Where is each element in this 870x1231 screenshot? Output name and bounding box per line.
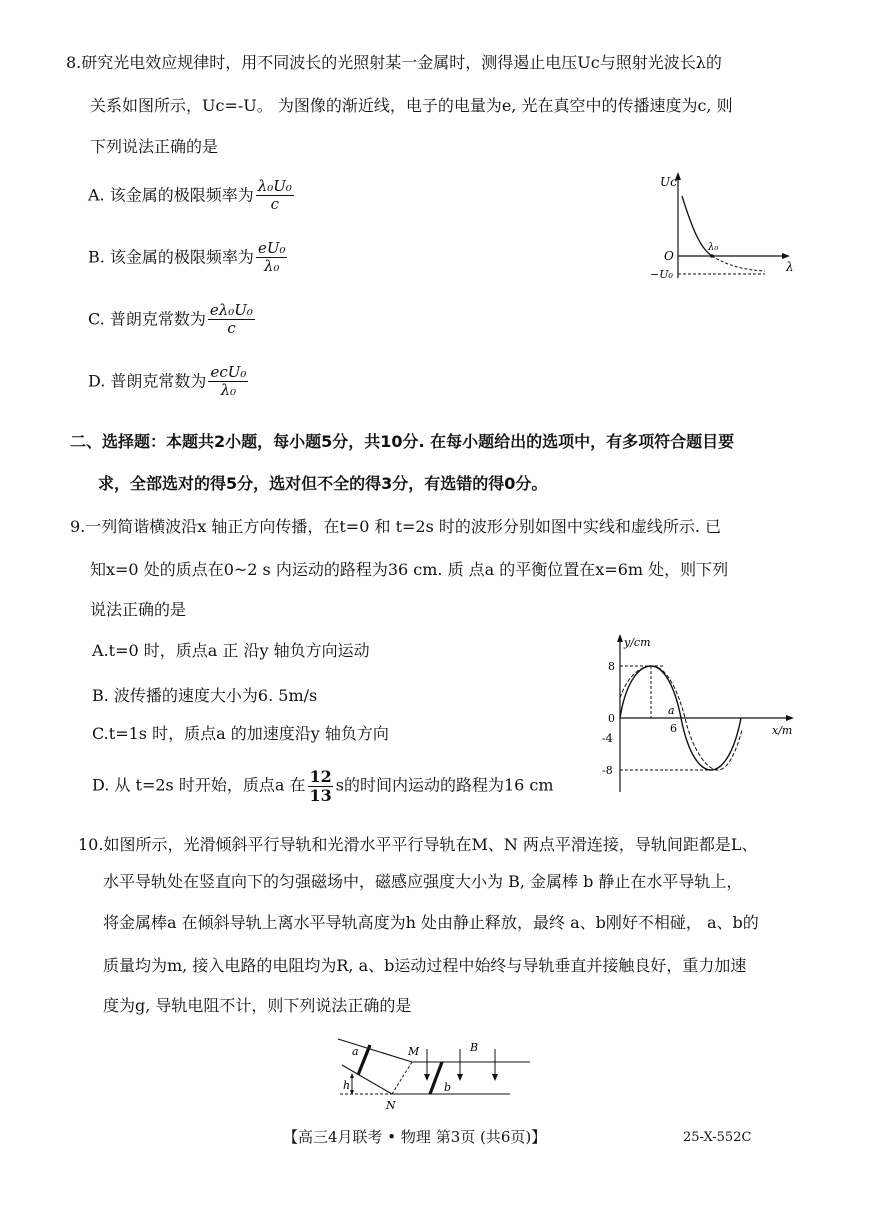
numerator: eλ₀U₀ (209, 301, 253, 319)
q9-yneg8: -8 (602, 764, 613, 777)
q8-xlabel: λ (786, 260, 794, 274)
q10-line2: 水平导轨处在竖直向下的匀强磁场中，磁感应强度大小为 B, 金属棒 b 静止在水平导轨上， (103, 872, 743, 891)
q9-xlabel: x/m (772, 724, 793, 737)
q8-option-b-fraction (256, 240, 288, 276)
q8-lambda0-point (710, 254, 714, 258)
q9-stem-line2: 知x=0 处的质点在0~2 s 内运动的路程为36 cm. 质 点a 的平衡位置在x=6m 处，则下列 (90, 560, 729, 579)
mn-dashed-connector (392, 1062, 412, 1094)
incline-rail-upper (338, 1039, 412, 1062)
denominator: c (270, 195, 280, 214)
q9-y8: 8 (608, 660, 615, 673)
section2-line1: 二、选择题：本题共2小题，每小题5分，共10分. 在每小题给出的选项中，有多项符合题目要 (70, 432, 735, 451)
field-arrowhead-2 (457, 1074, 463, 1081)
q10-line5: 度为g, 导轨电阻不计，则下列说法正确的是 (103, 996, 412, 1015)
label-N: N (386, 1099, 396, 1112)
height-arrow-up (350, 1073, 354, 1078)
numerator: eU₀ (257, 239, 286, 257)
rod-b (430, 1062, 442, 1094)
label-h: h (343, 1079, 351, 1092)
q9-yneg4: -4 (602, 732, 613, 745)
q8-option-c-text: C. 普朗克常数为 (88, 309, 206, 329)
q8-option-d-text: D. 普朗克常数为 (88, 371, 207, 391)
q8-stem-line2: 关系如图所示，Uc=-U。 为图像的渐近线，电子的电量为e, 光在真空中的传播速度为c, 则 (90, 96, 733, 115)
q8-option-a-fraction (256, 178, 294, 214)
q10-rail-diagram (330, 1035, 540, 1115)
numerator: 12 (309, 767, 332, 786)
q9-x6: 6 (670, 722, 677, 735)
q9-wave-graph (590, 630, 800, 800)
q9-point-a: a (668, 704, 675, 717)
q9-option-c: C.t=1s 时，质点a 的加速度沿y 轴负方向 (92, 724, 389, 743)
q9-option-b: B. 波传播的速度大小为6. 5m/s (92, 686, 318, 705)
numerator: λ₀U₀ (257, 177, 292, 195)
label-b: b (444, 1081, 452, 1094)
q9-ylabel: y/cm (624, 636, 651, 649)
footer-code: 25-X-552C (683, 1130, 752, 1145)
q8-option-a (88, 178, 294, 214)
section2-line2: 求，全部选对的得5分，选对但不全的得3分，有选错的得0分。 (98, 474, 548, 493)
label-B: B (470, 1041, 479, 1054)
q8-neg-u0-label: −U₀ (650, 268, 673, 281)
q10-line3: 将金属棒a 在倾斜导轨上离水平导轨高度为h 处由静止释放，最终 a、b刚好不相碰， a、b的 (103, 913, 759, 932)
q8-origin: O (664, 249, 674, 263)
q9-option-d-post: s的时间内运动的路程为16 cm (335, 775, 554, 795)
numerator: ecU₀ (210, 363, 247, 381)
denominator: λ₀ (220, 381, 237, 400)
q8-option-c (88, 302, 255, 338)
q8-uc-lambda-graph (640, 170, 800, 285)
q8-ylabel: Uc (660, 175, 677, 189)
q9-option-a: A.t=0 时，质点a 正 沿y 轴负方向运动 (92, 641, 370, 660)
q9-option-d (92, 768, 554, 804)
label-M: M (408, 1045, 420, 1058)
field-arrowhead-3 (492, 1074, 498, 1081)
q8-x-arrow (782, 253, 790, 259)
q9-stem-line1: 9.一列简谐横波沿x 轴正方向传播，在t=0 和 t=2s 时的波形分别如图中实线和虚线所示. 已 (70, 517, 722, 536)
q8-option-b (88, 240, 287, 276)
q9-option-d-fraction (308, 768, 332, 804)
q8-option-d (88, 364, 248, 400)
q8-lambda0-label: λ₀ (708, 242, 719, 253)
q8-curve-dashed (712, 256, 765, 271)
q10-line1: 10.如图所示，光滑倾斜平行导轨和光滑水平平行导轨在M、N 两点平滑连接，导轨间距都是L、 (78, 835, 758, 854)
field-arrowhead-1 (424, 1074, 430, 1081)
q8-option-a-text: A. 该金属的极限频率为 (88, 185, 254, 205)
q9-origin: 0 (608, 712, 615, 725)
q9-y-arrow (617, 634, 623, 642)
q8-option-d-fraction (208, 364, 248, 400)
denominator: c (227, 319, 236, 338)
q8-stem-line1: 8.研究光电效应规律时，用不同波长的光照射某一金属时，测得遏止电压Uc与照射光波长λ的 (66, 53, 722, 72)
q8-option-c-fraction (208, 302, 255, 338)
q9-option-d-pre: D. 从 t=2s 时开始，质点a 在 (92, 775, 306, 795)
footer-center: 【高三4月联考 • 物理 第3页 (共6页)】 (283, 1128, 547, 1146)
q10-line4: 质量均为m, 接入电路的电阻均为R, a、b运动过程中始终与导轨垂直并接触良好，重力加速 (103, 956, 747, 975)
denominator: 13 (309, 785, 332, 805)
q8-stem-line3: 下列说法正确的是 (90, 137, 219, 156)
q9-stem-line3: 说法正确的是 (90, 600, 187, 619)
q8-option-b-text: B. 该金属的极限频率为 (88, 247, 254, 267)
label-a: a (352, 1045, 359, 1058)
rod-a (358, 1045, 370, 1075)
denominator: λ₀ (263, 257, 280, 276)
q9-x-arrow (786, 715, 794, 721)
